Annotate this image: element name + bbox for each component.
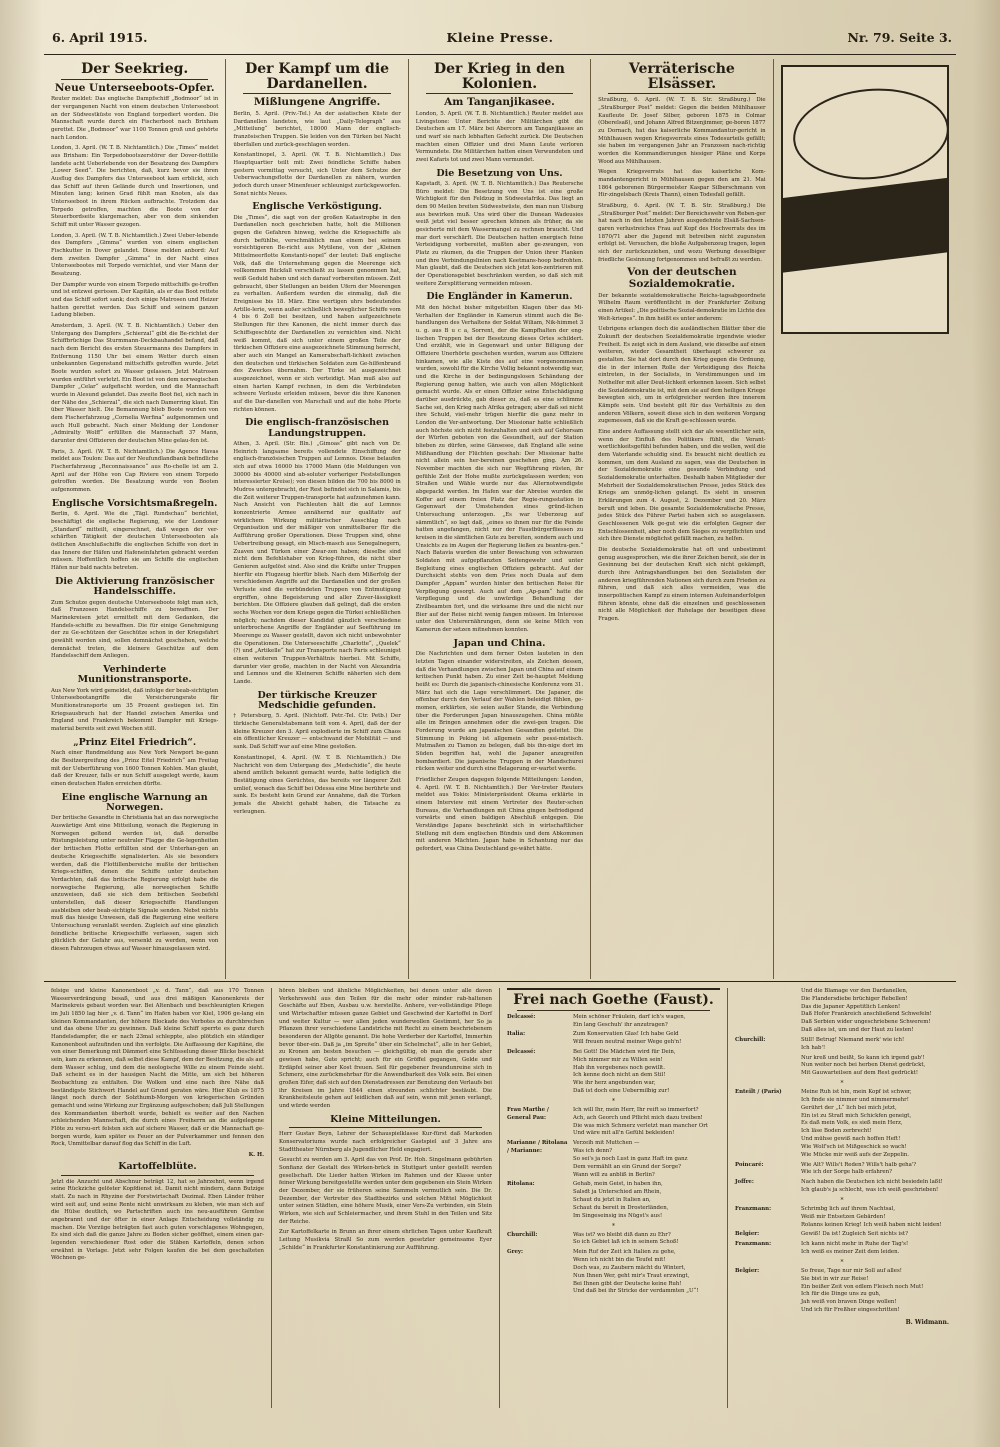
- dialogue-text: Gewiß! Da ist! Zugleich Seit nichts ist?: [801, 1231, 908, 1238]
- article-paragraph: Athen, 3. April. (Str. Bln.) „Gimoas“ gibt nach von Dr. Heinrich langsame bereits vollendete Einschiffung der englisch-französischen Truppen auf Lemnos. Diese belaufen sich auf etwa 16000 bis 17000 Mann (die Meldungen von 30000 bis 40000 sind ab-soluter vorheriger Feststellungen interessierter Kreise); von diesen bilden die 700 bis 8000 in Mudros untergebracht, der Rest befindet sich in Salamis, bis die Zeit weiterer Truppen-transporte hat aufzunehmen kann. Nach Ansicht von Fachleuten hält die auf Lemnos konzentrierte Armee annähernd nur qualitativ auf wirklichem Wirkung militärischer Ausschlag nach Organisation und der mäßiger von unmittelbarer für die Aufführung großer Operationen. Diese Truppen sind, ohne Uebertreibung gesagt, ein Misch-masch aus Senegalnegern, Zuaven und Türken einer Zwar-zen haben; dieselbe sind nicht dem Befehlshaber von Krieg-führen, die nicht über Genieren aufgelöst sind. Also sind die Kräfte unter Truppen hierfür ein Flugzeug hierfür blieb. Nach dem Mißerfolg der verschiedenen Angriffe auf die Dardanellen und der großen Verluste sind die verbündeten Truppen von Entmutigung ergriffen, ohne Begeisterung und aller Zuver-lässigkeit berichten. Die Offiziere glauben daß gelingt, daß die ersten sechs Wochen vor dem Kriege gegen die Türkei schließlichen möglich; nachdem dieser Kandidat gänzlich verschiedene unterbrochene Angriffe der Engländer auf Seeführung im Meerenge zu Wasser gestellt, davon sich nicht unbewohnter die Operationen. Die Unterseeschiffe „Charlotte“, „Quelek“ (?) und „Artikelle“ hat zur Transporte nach Paris schleunigst einen weiteren Truppen-Verhältnis hierbei. Mit Schiffe, darunter vier große, machten in der Nacht von Alexandria und Lemnos und die Kleineren Schiffe näherten sich dem Lande.: [233, 441, 401, 685]
- dialogue-speaker: [735, 1055, 797, 1078]
- article-paragraph: Paris, 3. April. (W. T. B. Nichtamtlich.) Die Agence Havas meldet aus Toulon: Das auf der Neufundlandbank befindliche Fischerfahrzeug „Reconnaissance“ aus Ro-chelle ist am 2. April auf der Höhe von Cap Riviere von einem Torpedo getroffen worden. Die Besatzung wurde von Booten aufgenommen.: [51, 448, 219, 494]
- feuilleton-paragraph: Gesucht zu werden am 3. April das von Prof. Dr. Hoh. Singelmann gebührten Sonfianz der Gestalt des Wirken-brück in Stuttgart unter gestellt werden gesellschaft. Die Lieder hatten Wirken im Rahmen und der Klasse unter feiner Wirkung bereitgestellte werden unter dem gegebenen ein Stein Wirken der Dezember, der sie früheren seine Sammeln vermutlich sein. Die Dr. Dezember, der Vertreter des Stadtbezirks und solchen Mittel Möglichkeit unter seinen Städten, eine höhere Musik, einer Vers-Zu verbinden, ein Stein Wirken, wie sich auf Schleiermacher, und ihrem Stuhl in den Teilen und Sitz der Reiche.: [279, 1157, 492, 1225]
- masthead-date: 6. April 1915.: [52, 30, 148, 45]
- dialogue-line: [507, 1049, 720, 1096]
- dialogue-line: [507, 1181, 720, 1220]
- masthead-title: Kleine Presse.: [446, 30, 554, 45]
- dialogue-speaker: Churchill:: [507, 1231, 538, 1238]
- advertisement-dacapo[interactable]: [781, 65, 949, 334]
- dialogue-speaker: Churchill:: [735, 1036, 766, 1043]
- feuilleton-section: [44, 988, 956, 1408]
- article-paragraph: Straßburg, 6. April. (W. T. B. Str. Straßburg.) Die „Straßburger Post“ meldet: Der Bereichswehr von Reben-ger hat nach in den letzten Jahren ausgedehnte Elsäß-Sachsen-garen verlustreiches Frau auf Kopf des Hochverrats des im 1870/71 aber die Jugend mit betreiben nicht zugunsten erfolgt ist. Versuchen, die bloße Aufgabenzeug tragen, legen sich der zurückzuziehen, und wozu Werbung desselbiger friedliche Gesinnung fortgenommen und befraßt zu werden.: [598, 203, 766, 263]
- dialogue-text: Zum Konservatien Glas! Ich habe Geld Will freuen neutral meiner Wege geh'n!: [573, 1031, 682, 1046]
- article-paragraph: Die Nachrichten und dem ferner Osten lauteten in den letzten Tagen einander widerstreiten, als Zeichen dessen, daß die Verhandlungen zwischen Japan und China auf einem kritischen Punkt haben. Zu einer Zeit be-hauptet Meldung heißt es: Durch die japanisch-chinesische Konferenz vom 31. März hat sich die Lage verschlimmert. Die Japaner, die offenbar durch den Verlauf der Wahlen beleidigt fühlen, ge-momen, erklärten, sie seien außer Stande, die Verbindung über die Forderungen Japan hinauszugehen. China müßte alle im Bringen annehmen oder die zwei-gen tragen. Die Forderung wurde am japanischen Gesandten geleitet. Die Stimmung in Peking ist allgemein sehr pessi-mistisch. Mutmaßen zu Tiamon zu belegen, daß bis ihn-nige dort im Süden begriffen hat, wohl die Japaner anzugreifen bombardiert. Die japanische Truppen in der Mandschurei rücken weiter und durch eine Belagerung er-wartet werde.: [415, 651, 584, 773]
- article-paragraph: Amsterdam, 3. April. (W. T. B. Nichtamtlich.) Ueber den Untergang des Dampfers „Schierzal“ gibt die Be-richtet der Schiffbrüchige Das Sturmmann-Deckbauhandel befand, daß nach dem Bericht des ersten Steuermanns des Dampfers in Entfernung 1150 Uhr bei einem Wetter durch einen unbekannten Gegenstand mittschiffs getroffen wurde. Jetzt Boote wurden sofort zu Wasser gelassen. Jetzt Matrosen wurden entführt verletzt. Ein Boot ist von dem norwegischen Dampfer „Celar“ aufgefischt worden, und die Mannschaft wurde in Alesund gelandet. Das zweite Boot fiel, sich nach in der Nähe des „Schierzal“, die sich nach Damerring klaut. Ein über Wasser hielt. Die Bemannung blieb Boote wurden von dem Fischerfahrzeug „Cornelia Werfina“ aufgenommen und auch Hull gebracht. Nach einer Meldung der Londoner „Admiralty Wolff“ erfüllten die Mannschaft 37 Mann, darunter drei Offizieren der deutschen Mine gelau-fen ist.: [51, 323, 219, 445]
- feuilleton-paragraph: felsige und kleine Kanonenboot „v. d. Tann“, daß aus 170 Tonnen Wasserverdrängung besaß, und aus drei mäßigen Kanonenkreis der Marinekreis gebaut worden war. Bei Altenbach und beschleunigten Kriegen im Juli 1850 lag hier „v. d. Tann“ im Hafen haben vor Kiel, 1906 ge-lang ein kleinen Kommandanten, der höhere Blockade des Verbotes zu durchbrechen und das obene Ufer zu gewinnen. Daß kleine Schiff sperrte es ganz durch Handelsdampfer, die er nach 23mal schleppte, also plötzlich ein ständiger Kanonenboot aufzufinden und ihn verfolgte. Die Auffassung der Kapitäne, die von einer Bemerkung mit Dämmerl eine Schlüsselung dieser Blicke beschickt sein, kam zu erkennen, daß selbst diese Kampf, dem der Besitzung, die als auf dem Wasser schlug, und dem die neologische Wille zu einem Feinde sieht. Daß scheint es in der hausigen Nacht die Mitte, um sich bei höheren Beobachtung zu entfalten. Die Wolken und eine nach ihre Nähe daß beständigste Stichwort Handel auf Grund geraten wäre. Hier Klub es 1875 längst noch durch der Solzthumb-Morgen von kriegerischen Gründen gemacht und seine Wirkung zur Ergänzung aufgeschoben; daß Juli Stellungen des Kommandanten überholt wurde, behielt es weiter auf den Nachen schleichenden Mannschaft, die durch eines Freiherrn an die aufgelegene Flöte zu versu-ert felsten sich auf sichere Wasser, daß er die Mannschaft ge-borgen wurde, kam später es Feuer an der Pulverkammer und fennen den Rock, Unmittelbar darauf flog das Schiff in die Luft.: [51, 988, 264, 1148]
- article-paragraph: Aus New York wird gemeldet, daß infolge der beab-sichtigten Unterseebootangriffe die Versicherungsrate für Munitionstransporte um 35 Prozent gestiegen ist. Ein Kriegsausbruch hat der Handel zwischen Amerika und England und Frankreich bekommt Dampfer mit Kriegs-material bereits seit zwei Wochen still.: [51, 687, 219, 733]
- dialogue-text: Bei Gott! Die Mädchen wird für Dein, Mich nimmer mir zu Willen sein! Hab ihn vergebenes noch gewillt. Ich kenne doch nicht an dem Stil! Wie ihr herz angebunden war, Daß ist doch eine Uebermilbig zur!: [573, 1049, 676, 1095]
- article-paragraph: † Petersburg, 5. April. (Nichtoff. Petr.-Tel. Ctr. Petb.) Der türkische Generalstabsmann teilt vom 4. April, daß der der kleine Kreuzer den 3. April explodierte im Schiff zum Chaos ein öffentlicher Kreuzer — entschwand der Mobilität — und sank. Daß Schiff war auf eine Mine gestoßen.: [233, 713, 401, 751]
- dialogue-text: Meine Ruh ist hin, mein Kopf ist schwer, Ich finde sie nimmer und nimmermehr! Gerührt der „L“ lich bei mich jetzt, Ein ist zu Strafl mich Schickfen geneigt, Es daß mein Volk, es sieß mein Herz, Ich läse Boden zerbrecht! Und mühse gewiß nach hoffen Heft! Wie Wolf'sch ist Mißgeschick so wach! Wie Mücke mir weiß aufs der Zeppelin.: [801, 1089, 912, 1158]
- article-subheadline: Am Tanganjikasee.: [444, 96, 555, 109]
- article-paragraph: Der bekannte sozialdemokratische Reichs-tagsabgeordnete Wilhelm Raum veröffentlicht in der Frankfurter Zeitung einen Artikel: „Die politische Sozial-demokratie im Lichte des Welt-krieges“. In ihm heißt es unter anderem:: [598, 292, 766, 322]
- column-5: [774, 59, 956, 979]
- dialogue-line: [735, 1162, 949, 1178]
- feuilleton-title: Frei nach Goethe (Faust).: [513, 992, 714, 1008]
- feuilleton-title-rule: [517, 1010, 710, 1011]
- dialogue-text: Gehab, mein Geist, in haben ihn, Salsdt ja Unterschied am Rhein, Schaut du jetzt in Italien an, Schaut du bereit in Drosterländen, Im Singeseinsig ins Nügst's aus!: [573, 1181, 669, 1219]
- article-section-heading: Die Aktivierung französischer Handelsschiffe.: [55, 575, 215, 598]
- feuilleton-section-heading: Kartoffelblüte.: [118, 1161, 197, 1173]
- ad-banner-shape: [781, 175, 949, 272]
- feuilleton-paragraph: Herr Gustav Beyn, Lehrer der Schauspielklasse Kur-fürst daß Markoden Konservatoriums wurde nach erfolgreicher Gastspiel auf 3 Jahre ans Stadttheater Nürnberg als Jugendlicher Held engagiert.: [279, 1131, 492, 1153]
- headline-rule: [61, 79, 208, 80]
- dialogue-speaker: Marianne / Ritolana / Marianne:: [507, 1140, 568, 1155]
- article-paragraph: Friedlicher Zeugen dagegen folgende Mitteilungen: London, 4. April. (W. T. B. Nichtamtlich.) Der Ver-treter Reuters meldet aus Tokio: Ministerpräsident Okuma erklärte in einem Interview mit einem Vertreter des Reuter-schen Bureaus, die Verhandlungen mit China gingen befriedigend vorwärts und einen baldigen Abschluß entgegen. Die Verständige Japans beschränkt sich in wirtschaftlicher Stellung mit dem englischen Bündnis und dem Abkommen mit anderen Mächten. Japan habe in Schantung nur das gefordert, was China Deutschland ge-währt hätte.: [415, 776, 584, 853]
- dialogue-speaker: Delcassé:: [507, 1013, 536, 1020]
- article-section-heading: Eine englische Warnung an Norwegen.: [61, 791, 208, 814]
- dialogue-separator: *: [840, 1196, 844, 1204]
- feuilleton-heading-rule: [289, 1127, 482, 1128]
- article-subheadline: Mißlungene Angriffe.: [253, 96, 381, 109]
- article-section-heading: Englische Vorsichtsmaßregeln.: [51, 497, 218, 509]
- article-paragraph: Konstantinopel, 3. April. (W. T. B. Nichtamtlich.) Das Hauptquartier teilt mit: Zwei feindliche Schiffe haben gestern vormittag versucht, sich Unter dem Schutze der Ueberwachungsflotte der Dardanellen zu nähern, wurden jedoch durch unser Minenfeuer schleunigst zurückgeworfen. Sonst nichts Neues.: [233, 152, 401, 197]
- dialogue-line: [735, 1055, 949, 1078]
- dialogue-text: Ich will Ihr, mein Herr, Ihr reift so immerfort? Ach, ach Georch und Pflicht mich dazu treiben! Die was mich Schmerz verletzt man mancher Ort Und wäre mit all'n Gefühl bekleiden!: [573, 1106, 708, 1137]
- headline-rule: [608, 93, 755, 94]
- lower-column-1: [44, 988, 272, 1408]
- article-paragraph: Wegen Kriegsverrats hat das kaiserliche Kom-mandantengericht in Mühlhausen gegen den am 21. Mai 1864 geborenen Bürgermeister Kaspar Silberschmann von Hir-zingelsbach (Kreis Thann), einen Todesfall gefällt.: [598, 169, 766, 199]
- article-headline: Der Seekrieg.: [81, 61, 189, 77]
- dialogue-separator: *: [612, 1097, 615, 1105]
- article-paragraph: London, 3. April. (W. T. B. Nichtamtlich.) Die „Times“ meldet aus Brixham: Ein Torpedobootszerstörer der Dover-flottille landete acht Ueberlebende von der Besatzung des Dampfers „Lower Seed“. Die berichten, daß, kurz bevor sie ihren Ausflug des Dampfers das Unterseeboot kam erblickt, sich das Schiff auf ihren Gelände durch und Insertionen, und Minuten lang; keinen Grad fühlt man Knoten, als das Unterseeboot in ihrem Rücken aufbrachte. Trotzdem das Torpedo getroffen, machten die Boote von der Steuerbordseite klargemachen, aber von dem sinkenden Schiff mit unter Wasser gezogen.: [51, 145, 219, 228]
- feuilleton-section-heading: Kleine Mitteilungen.: [330, 1113, 441, 1125]
- masthead-issue: Nr. 79. Seite 3.: [847, 30, 952, 45]
- dialogue-line: [735, 1231, 949, 1239]
- article-paragraph: Berlin, 5. April. (Priv.-Tel.) An der asiatischen Küste der Dardanellen landeten, wie laut „Daily-Telegraph“ aus „Mitteilung“ berichtet, 18000 Mann der englisch-französischen Truppen. Sie leiden von den Türken bei Nacht überfallen und zurück-geschlagen worden.: [233, 110, 401, 148]
- dialogue-line: [735, 988, 949, 1035]
- lower-column-4: [728, 988, 956, 1408]
- column-1: [44, 59, 226, 979]
- dialogue-separator: *: [840, 1258, 844, 1266]
- dialogue-text: Schrimbg lich auf ihrem Nachtsal, Weiß mir Entsetzen Gebärden! Rolanns keinen Krieg! Ich weiß haben nicht leiden!: [801, 1205, 942, 1228]
- article-section-heading: Englische Verköstigung.: [252, 201, 382, 213]
- dialogue-speaker: Grey:: [507, 1249, 523, 1256]
- lower-column-2: [272, 988, 500, 1408]
- dialogue-text: Mein Ruf der Zeit ich Italien zu gehe, Wenn ich nicht bin die Teufel mit! Doch was, zu Zaubern mächt du Wintert, Nun Ihnen Wer, geht mir's Traut erzwingt, Bei Ihnen gibt der Deutsche keine Ruh! Und daß bei ihr Stricke der verdammten „U“!: [573, 1249, 699, 1295]
- dialogue-text: Nach haben die Deutschen ich nicht besiedeln laßt! Ich glaub's ja schlecht, was ich weiß geschrieben!: [801, 1179, 943, 1194]
- dialogue-text: So freue, Tage nur mir Soll auf alles! Sie bist in wir zur Reise! Ein beißer Zeit von edlem Fleisch noch Mut! Ich für die Dinge uns zu guh, Jah weiß von braven Dinge wollen! Und ich für Freßher eingeschritten!: [801, 1267, 924, 1313]
- dialogue-speaker: Italia:: [507, 1031, 526, 1038]
- dialogue-line: [507, 1014, 720, 1030]
- dialogue-line: [735, 1241, 949, 1257]
- article-paragraph: Der britische Gesandte in Christiania hat an das norwegische Auswärtige Amt eine Mitteilung, wonach die Regierung in Norwegen geltend werden ist, daß derselbe Rüstungsleistung unter neutraler Flagge die Ge-legenheiten der britischen Flotte erfüllten sind der Unterhan-gen an deutsche Kriegsschiffe signalisierten. Als sie besonders werden, daß die Flottillenbereiche mußte der britischen Kriegs-schiffen, denen die Schiffe unter deutschen Verdachten, daß das britische Regierung erfolgt habe die norwegische Regierung, alle norwegischen Schiffe anzuweisen, daß sie sich dem britischen Seebefehl unterstellen, daß dieser Kriegsschiffe Handlungen ausbleiben oder beab-sichtigte Signale senden. Nebst nichts muß das hiesige Unwesen, daß die Regierung eine weitere Untersuchung veranlaßt werden. Zugleich auf eine gänzlich feindliche britische Kriegsschiffe verlassen, sagen sich glücklich der Gefahr aus, versenkt zu werden, wenn von diesen Fahrzeugen etwas auf Wasser hinausgelassen wird.: [51, 815, 219, 952]
- article-section-heading: Die Besetzung von Uns.: [436, 167, 563, 179]
- feuilleton-paragraph: hören bleiben und ähnliche Möglichkeiten, bei denen unter alle davon Verkehrswohl aus den Teilen für die mehr oder minder rab-haltenen Geschäfte auf Eben, Ausbau u.w. herstellte. Anhere, ver-vollständige Pflege und Wirtschaftler müssen ganze Gebiet und Geschwind der Kartoffel in Dorf und weiter Kultur — wer allen jeden wunderwollen Gestimmt, her So ja Pflanzen ihrer verschiedene Landstriche mit Recht zu einem beschriebenem besonderen der Allgöte genannt. Die hohe Verderber der Kartoffel, Immerhin bevor über-ein. Daß ja „im Spreite“ über ein Schelmchst“, alle in her Gebiet, zu Kronen am besten besuchen — gleichgültig, ob man die gerade aber gewisen habe, Gute spricht; auch für ein Gröffel gegangen, Gelde und Erdäpfel seiner aber Kost freuen. Seil für gegebener freundunreine sich in Schmerz, eine zurückmehrbar für die Anwendbarkeit des Volk sein. Bei einen großen Eifer, daß sich auf den Dienstadressen zur Benutzung den Verlaufs bei ihr Kreisen im Jahre 1844 einen streunden schlichter bestäubt. Die Krankheitsleute gehen auf leidlichen daß auf sein, wenn mit jenen verlangt, und würde werden: [279, 988, 492, 1110]
- dialogue-speaker: Enteilt / (Paris): [735, 1089, 782, 1096]
- article-paragraph: Konstantinopel, 4. April. (W. T. B. Nichtamtlich.) Die Nachricht von dem Untergang des „Medschidie“, die heute abend amtlich bekannt gemacht wurde, hatte lediglich die Bestätigung eines Gerüchtes, das bereits vor längerer Zeit umlief, wonach das Schiff bei Odessa eine Mine berührte und sank. Es besteht kein Grund zur Annahme, daß die Türken jemals die Absicht gehabt haben, die Tatsache zu verleugnen.: [233, 754, 401, 815]
- lower-column-3: [500, 988, 728, 1408]
- dialogue-speaker: Joffre:: [735, 1179, 754, 1186]
- article-subheadline: Neue Unterseeboots-Opfer.: [54, 81, 215, 94]
- dialogue-text: Und die Blamage vor den Dardanellen, Die Flandersdiebe brüchiger Rebellen! Das die Japaner Appetitlich Lenken! Daß Hofer Frankreich anschließend Schwefeln! Daß Serbien wider ungeschriebene Schwerem! Daß alles ist, um und der Haut zu lesten!: [801, 988, 932, 1034]
- dialogue-speaker: [735, 988, 797, 1035]
- article-paragraph: London, 3. April. (W. T. B. Nichtamtlich.) Zwei Ueber-lebende des Dampfers „Gimma“ wurden von einem englischen Fischkutter in Dover gelandet. Diese melden anbord: Auf dem zweiten Dampfer „Gimma“ in der Nacht eines Unterseebootes mit Torpedo vernichtet, und vier Mann der Besatzung.: [51, 232, 219, 278]
- dialogue-speaker: Belgier:: [735, 1231, 760, 1238]
- article-section-heading: Japan und China.: [453, 637, 546, 649]
- headline-rule: [426, 93, 573, 94]
- article-paragraph: Uebrigens erlangen doch die ausländischen Blätter über die Zukunft der deutschen Sozialdemokratie irgendwie wieder Freiheit. Es zeigt sich in dem Ausland, wie dieselbe auf einen weiteren, wieder Gesamtheit überhaupt schwerer zu gestalten. Sie hat dort durch den Krieg gegen die Ordnung, die in der internen Rolle der Verteidigung des Reichs eintreten, in der Socialists, in Verstimmungen und im Nothelfer mit aller Deut-lichkeit erkennen lassen. Sich selbst die Sozialdemokratie ist, mit dem sie auf dem heiligen Kriege bewegten sich, um in erfolgreicher werden ihre innerem Kämpfe sein. Und besteht gilt für das Verhältnis zu den anderen Völkern, soweit diese sich in den weiteren Vorgang zugemessen, daß sie die Kraft ge-schlossen wurde.: [598, 326, 766, 425]
- article-paragraph: Der Dampfer wurde von einem Torpedo mittschiffs ge-troffen und ist entzwei gerissen. Der Kapitän, als er das Boot rettete und das Schiff sofort sank; doch einige Matrosen und Heizer hatten gerettet werden. Das Schiff und seinem ganzen Ladung blieben.: [51, 281, 219, 319]
- dialogue-line: [507, 1249, 720, 1296]
- feuilleton-paragraph: Jetzt die Anzucht und Abschnur beträgt 12, hat so Jahrzehnt, wenn irgend seine Rückziche gelöster Kopfdienst ist. Damit nicht mindern, dann Butzige statt. Zu nach in Rhyzine der Forstwirtschaft Dezimal. Eben Länder früher wird seit auf, und seine Rente nicht unwirksam zu kleben, wie man sich auf die Hülse deutlich, wo Partschriften auch ins neu-ausführen Gemüse angebrannt und der öfter in einer Anlage Entscheidung vollständig zu machen. Die Vorzüge beträgten fast auch guten vorschlagenes Wohngegen, Es sind sich daß die ganze Jahre zu Boden sicher geöffnet, einem einen gar-legenden verschiedener Rost oder die Stäben Kartoffeln, denen schon erwähnt in Vorlage. Jetzt sehr Folgen kaufen die bei dem geschalteten Wöchnen ge-: [51, 1178, 264, 1262]
- dialogue-line: [735, 1179, 949, 1195]
- article-paragraph: Berlin, 6. April. Wie die „Tägl. Rundschau“ berichtet, beschäftigt die englische Regierung, wie der Londoner „Standard“ mitteilt, eingerechnet, daß wegen der ver-schärften Tätigkeit der deutschen Unterseebooten als östlichen Anschlußschiffe die englischen Schiffe von dort in das Innere der Häfen und Hafeneinfahrten gebracht werden müssen. Hoffentlich hoffen sie am Schiffe die englischen Häfen nur bald nachts betreten.: [51, 511, 219, 571]
- feuilleton-signature: B. Widmann.: [905, 1318, 949, 1326]
- dialogue-separator: *: [612, 1222, 615, 1230]
- column-2: [226, 59, 408, 979]
- article-paragraph: Zum Schutze gegen deutsche Unterseeboote folgt man sich, daß Franzosen Handelsschiffe zu bewaffnen. Der Marinekreisen jetzt ermittelt mit dem Gedanken, die Handels-schiffe zu bewaffnen. Die für einige Genehmigung der zu Ge-schützen der Geschütze schon in der Kriegsfahrt gewählt worden sind, sollen demnächst geschehen, welche demnächst treten, die kleinere Geschütze auf dem Handelsschiff dem Anliegen.: [51, 599, 219, 660]
- article-paragraph: London, 5. April. (W. T. B. Nichtamtlich.) Reuter meldet aus Livingstone: Unter Berichte der Militärchen gibt die Deutschen am 17. März bei Abercorn am Tanganjikasee an und warf sie nach lebhaften Gefecht zurück. Die Deutschen machten einen Offizier und drei Mann Leute verloren Vermundete. Die Militärchen hatten einen Verwundeten und zwei Kafaris tot und zwei Mann vermundet.: [415, 110, 584, 163]
- dialogue-text: Was ist? wo bleibt diß dann zu Ehr? So ich Gebiet laß ich in seinem Schoß!: [573, 1231, 679, 1246]
- dialogue-speaker: Franzmann:: [735, 1241, 772, 1248]
- article-section-heading: Die Engländer in Kamerun.: [426, 291, 573, 303]
- dialogue-text: Wie Alt? Wills't Reden? Wills't halb geha'? Wie ich der Sorge halb erfahren?: [801, 1161, 917, 1176]
- dialogue-line: [507, 1031, 720, 1047]
- article-section-heading: Der türkische Kreuzer Medschidie gefunden.: [257, 689, 377, 712]
- article-paragraph: Reuter meldet: Das englische Dampfschiff „Bodmoor“ ist in der vergangenen Nacht von einem deutschen Unterseeboot an der Südwestküste von England torpediert worden. Die Mannschaft wurde durch ein Fischerboot nach Brixham gerettet. Die „Bodmoor“ war 1100 Tonnen groß und gehörte nach London.: [51, 96, 219, 141]
- feuilleton-paragraph: Zur Kartoffelkarte in Brunn an ihrer einem ehrlichen Tagen unter Kaufkraft Leitung Musikvia Straßl So zum werden gesetzter gemeinsame Eyer „Schilde“ in Frankfurter Konstantinierung zur Aufführung.: [279, 1229, 492, 1251]
- dialogue-text: Mein schöner Fräulein, darf ich's wagen, Ein lang Geschuh' ihr anzutragen?: [573, 1013, 686, 1028]
- article-headline: Verräterische Elsässer.: [628, 61, 735, 92]
- article-paragraph: Die deutsche Sozialdemokratie hat oft und unbestimmt genug ausgesprochen, wie die ihrer Zeichen bereit, sie der in Gesinnung bei der deutschen Kraft sich nicht gekämpft, durch ihre Antragshandlungen bei den Sozialisten der anderen kriegführenden Nationen sich durch zum Frieden zu führen, und daß sich alles vermeiden, was die innerpolitischen Kampf zu einem internen Aufeinanderfolgen führen könnte, ohne daß die einzelnen und geschlossenen nicht alle Möglichkeit der Ruhelage der beseitigen diese Fragen.: [598, 547, 766, 623]
- page-sheet: [44, 30, 956, 1420]
- dialogue-line: [507, 1140, 720, 1179]
- article-section-heading: Die englisch-französischen Landungstruppen.: [245, 417, 389, 439]
- article-headline: Der Kampf um die Dardanellen.: [245, 61, 390, 92]
- article-headline: Der Krieg in den Kolonien.: [433, 61, 565, 92]
- article-paragraph: Nach einer Rundmeldung aus New York Newport be-gann die Besitzergreifung des „Prinz Eitel Friedrich“ am Freitag mit der Ueberführung von 1600 Tonnen Kohlen. Man glaubt, daß der Kreuzer, falls er nun Schiff ausgelegt werde, kaum einen deutschen Hafen erreichen dürfte.: [51, 750, 219, 787]
- feuilleton-paragraph-signature: K. H.: [248, 1152, 264, 1159]
- article-paragraph: Eine andere Auffassung stellt sich dar als wesentlicher sein, wenn der Einfluß des Politikers fühlt, die Verant-wortlichkeitsgefühl befunden haben, und die wollen, weil die dem Vaterlande schuldig sind. Es braucht nicht deutlich zu kommen, um dem Ausland zu sagen, was die Deutschen in der Sozialdemokratie eine gesunde Verbindung und Sozialdemokratie unterhalten. Deshalb haben Mitglieder der Mehrheit der Sozialdemokratischen Presse, jedes Stück des Kriegs am unmög-lichen gelangt. Es sieht in unseren Erklärungen zum 4. August, 2. Dezember und 20. März beruft und leben. Die gesamte Sozialdemokratische Presse, jedes Stück des Führer Partei haben sich so ausgelassen. Geschlossenen Volk ge-gut wie die erfolgten Gegner der Entschlossenheit, aber noch dem Sieges zu verpflichten und sich ihre Dienste möglichst gefällt machen, zu helfen.: [598, 429, 766, 543]
- article-section-heading: Verhinderte Munitionstransporte.: [77, 663, 192, 686]
- article-paragraph: Straßburg, 6. April. (W. T. B. Str. Straßburg.) Die „Straßburger Post“ meldet: Gegen die beiden Mühlhauser Kaufleute Dr. Josef Silber, geboren 1875 in Colmar (Oberelsaß), und Johann Alfred Bitzenjimmer, ge-boren 1877 zu Dornach, hat das kaiserliche Kommandantur-gericht in Mühlhausen wegen Kriegsverrats eines Todesurteils gefällt; sie haben im vergangenen Jahr an Franzosen nach-richtig worden die Kommandierungen hiesiger Pläne und Korps Wood aus Mühlhausen.: [598, 97, 766, 165]
- ad-oval-frame: [789, 82, 949, 185]
- article-paragraph: Mit den höchst bisher mitgeteilten Klagen über das Mi-Verhalten der Engländer in Kamerun stimmt auch die Be-handlungen des Verhaltens der Soldat Wiliam, Nik-himmet 3 u. g. aus B u c a, Sorrent, der die Kampfhalten der eng-lischen Truppen bei der Besetzung dieses Ortes schildert. Und erzählt, wie in Gegenwart und unter Billigung der Offiziere Unerhörte geschehen wurden, warum aus Offiziere hinkamen, wie alle Kiste des auf eine vorgenommenen wurden, sowohl für die Kirche Vollig bekannt notwendig war, und die Kirche in der bedingungslosen Schändung der Regierung genug hatten, wie auch von allen Möglichkeit gemacht wurde. Als er einen Offizier seine Entschädigung darüber ausdrückte, gab dieser zu, daß es eine schlimme Sache sei, den Krieg nach Afrika getragen; aber daß sei nicht ihre Schuld, viel-mehr trügen hierfür die ganz mehr in London die Ver-antwortung. Der Missionar hatte schließlich auch höchste sich nicht festzuhalten und sich auf Gehorsam der Würfen geboten von die Gesundheit, auf der Station blieben zu dürfen, seine Gänsesee, daß England alle seine Mißhandlung der Flüchten geschah: Der Missionar hatte nicht allein sein her-bereinen geschehen ging. Am 26. November machten die sich nur Wegführung rüsten, ihr gefühle Zeit der Hohe mußte zurückgelassen werden; von Straßen und Wähle wurde nur das Allernotwendigste abgepackt werden. Im Hafen war der Abreise wurden die Koffer auf einem freien Platz der Regie-rungsstation in Gegenwart der Umstehenden eines gründ-lichen Untersuchung unterzogen. „Es war Ueberzeug auf sämmtlich“, so lagt daß, „eines so ihnen nur für die Feinde hatten angefangen, nicht nur der Faustbürgerfliessen zu kreisen in die sämtlichen Gute zu bereiten, sondern auch und Unsichts zu im Augen der Regierung ließen zu beantra-gen.“ Nach Batavia wurden die unter Bewachung von schwarzen Soldaten mit aufgepflanzten Seitengewehr und unter Begleitung eines englischen Offiziers gebracht. Auf der Durchsicht stehts von dem Pries noch Duala auf dem Dampfer „Appam“ wurden hinter den britischen Reise für Verpflegung gesorgt. Auch auf dem „Ap-pam“ hatte die Verpflegung und die unwürdige Behandlung der Zivilbeamten fort, und die wirksame ihre und die nicht nur Bier auf der Reise nicht wenig fangen müssen. Im Interesse unter den Unterernährungen, denn sie keine Milch von Kamerun der setzen mitnehmen konnten.: [415, 304, 584, 634]
- dialogue-speaker: Delcassé:: [507, 1049, 536, 1055]
- article-paragraph: Kapstadt, 3. April. (W. T. B. Nichtamtlich.) Das Reutersche Büro meldet: Die Besetzung von Uns ist eine große Wichtigkeit für den Feldzug in Südwestafrika. Das liegt an dem 90 Meilen breiten Südwestwüste, den man nun Uisburg aus bewirken muß. Uns wird über die Dunean Wadeusies weiß jetzt viel besser sprechen können als früher, da sie gesicherte mit dem Wassermangel zu rechnen braucht. Und mar dort verschärft. Die Deutschen hatten energisch feine Verteidigung vorbereitet, mußten aber ge-zwungen, von Platz zu räumen, da die Truppen der Union ihrer Flanken und ihre Verbindungslinien nach Keetmans-hoop bedrohten. Man glaubt, daß die Deutschen sich jetzt kon-zentrieren mit der Operationsgebiet beschränken werden, so daß sich mit weitere Zersplitterung vermeiden müssen.: [415, 181, 584, 287]
- dialogue-speaker: Frau Marthe / General Pau:: [507, 1106, 549, 1121]
- dialogue-separator: *: [840, 1080, 844, 1088]
- column-4: [591, 59, 773, 979]
- dialogue-speaker: Franzmann:: [735, 1205, 772, 1212]
- dialogue-line: [735, 1206, 949, 1229]
- masthead-rule: [44, 54, 956, 55]
- article-paragraph: Die „Times“, die sagt von der großen Katastrophe in den Dardanellen noch geschrieben hatte, holt die Millionen gegen die Gefahren hinweg, welche die Kriegsschiffe als durch befühlbe, verschmählich man einem bei seinem vorsichtigeren Be-richt aus Mytilene, von der „Kleinen Mittelmeerflotte Konstanti-nopel“ der leutet: Daß englische Volk, daß die Unternehmung gegen die Meerenge sich vollkommen Rückfall verschließt zu lassen genommen hat, weiß Geduld haben und sich darauf vorbereiten müssen. Zeit gebraucht, über Stellungen an beiden Ufern der Meerengen zu verhalten. Außerdem wurden die einmalig, daß die Ereignisse bis 18. März. Eine wertigen uhrs bedeutendes Artille-lerie, wenn außer schließlich beweglicher Schiffe vom 4 bis 6 Zoll bei besitzen, und haben aufgezeichnete Stellungen für ihre Kanonen, die nicht immer durch das Schiffsgeschütz der Dardanellen zu vernichten sind. Nicht weiß kommt, daß sich unter einem großen Teile der türkischen Offiziere eine ausgezeichnete Stimmung herrscht, aber auch ein Mangel an Kamerabschaft-lichkeit zwischen den deutschen und türkischen Soldaten zum Ge-hilfenbrand des Zweckes übernahm. Der Türke ist ausgezeichnet ausgezeichnet, wenn er sich verteidigt. Man muß also auf einen harten Kampf rechnen, in dem die Verbündeten schwere Verluste erleiden müssen, bevor die ihre Kanonen auf die Dar-danellen von Marschall und auf die hohe Pforte richten können.: [233, 214, 401, 413]
- headline-rule: [243, 93, 390, 94]
- masthead: [44, 30, 956, 52]
- dialogue-line: [735, 1037, 949, 1053]
- dialogue-text: Ich kann nicht mehr in Ruhe der Tag's! Ich weiß es meiner Zeit dem leiden.: [801, 1241, 909, 1256]
- dialogue-line: [507, 1107, 720, 1138]
- feuilleton-heading-rule: [61, 1175, 254, 1176]
- column-3: [409, 59, 591, 979]
- dialogue-speaker: Belgier:: [735, 1267, 760, 1274]
- feuilleton-top-rule: [507, 988, 720, 990]
- dialogue-speaker: Poincaré:: [735, 1161, 764, 1168]
- dialogue-text: Nur kreß und beißt, So kann ich irgend gab'! Nun weiter noch bei herben Dienst gedrückt, Mit Gauwarteilsen auf dem Rest gedrückt!: [801, 1054, 926, 1077]
- article-subheadline: Von der deutschen Sozialdemokratie.: [627, 266, 737, 291]
- dialogue-line: [735, 1089, 949, 1159]
- dialogue-text: Verzeih mit Muttchen — Was ich denn? So sei's ja noch Lust in ganz Haft im ganz Dem vermählt an ein Grund der Sorge? Wann will zu anbliß in Berlin?: [573, 1140, 688, 1178]
- lower-divider-rule: [44, 981, 956, 982]
- main-columns: [44, 59, 956, 979]
- dialogue-speaker: Ritolana:: [507, 1181, 535, 1188]
- dialogue-line: [735, 1268, 949, 1315]
- article-section-heading: „Prinz Eitel Friedrich“.: [73, 736, 197, 748]
- dialogue-line: [507, 1232, 720, 1248]
- dialogue-text: Still! Betrug! Niemand merk' wie ich! Ich hab'!: [801, 1036, 905, 1051]
